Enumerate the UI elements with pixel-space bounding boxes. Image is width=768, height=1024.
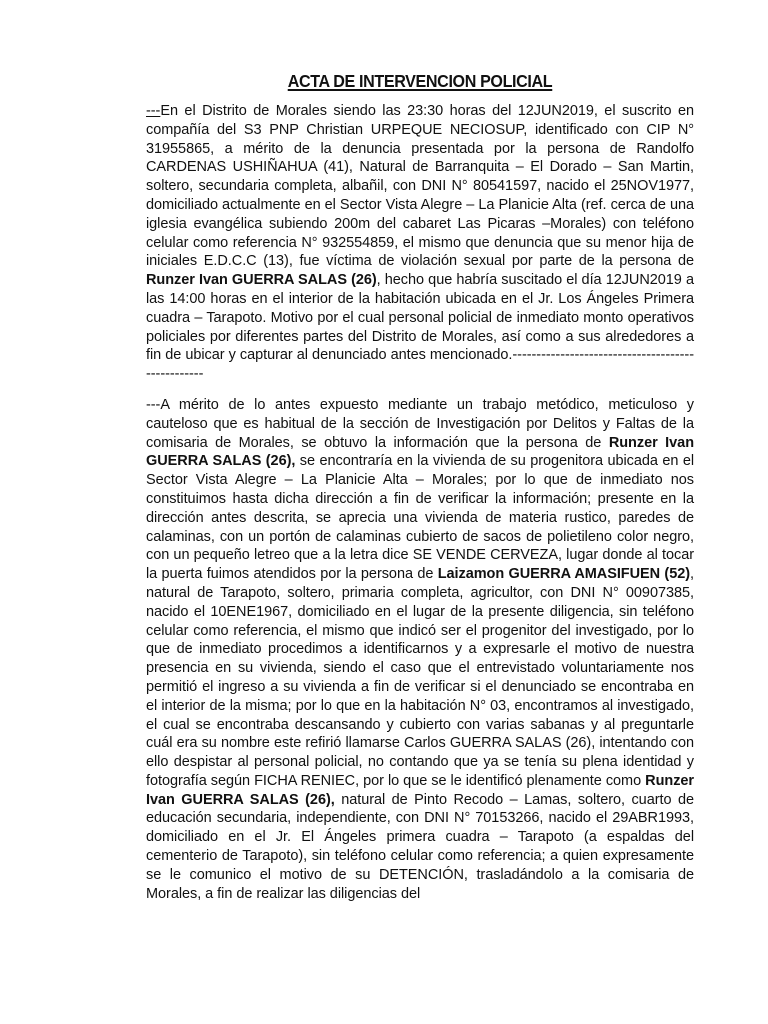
paragraph-1-text-2: , hecho que habría suscitado el día 12JUN2019 a las 14:00 horas en el interior de la habitación ubicada en el Jr. Los Ángeles Primera cuadra – Tarapoto. Motivo por el cual personal policial de inmediato monto operativos policiales por diferentes partes del Distrito de Morales, así como a sus alrededores a fin de ubicar y capturar al denunciado antes mencionado.-------------------------------------------------- [146, 272, 694, 383]
paragraph-2 [146, 396, 694, 904]
paragraph-2-bold-2: Laizamon GUERRA AMASIFUEN (52) [437, 566, 691, 583]
paragraph-1-bold-1: Runzer Ivan GUERRA SALAS (26) [146, 272, 377, 289]
paragraph-1-lead: --- [146, 103, 161, 119]
paragraph-2-text-4: natural de Pinto Recodo – Lamas, soltero, cuarto de educación secundaria, independiente, con DNI N° 70153266, nacido el 29ABR1993, domiciliado en el Jr. El Ángeles primera cuadra – Tarapoto (a espaldas del cementerio de Tarapoto), sin teléfono celular como referencia; a quien expresamente se le comunico el motivo de su DETENCIÓN, trasladándolo a la comisaria de Morales, a fin de realizar las diligencias del [146, 791, 694, 902]
paragraph-2-text-3: , natural de Tarapoto, soltero, primaria completa, agricultor, con DNI N° 00907385, nacido el 10ENE1967, domiciliado en el lugar de la presente diligencia, sin teléfono celular como referencia, el mismo que indicó ser el progenitor del investigado, por lo que de inmediato procedimos a identificarnos y a expresarle el motivo de nuestra presencia en su vivienda, siendo el caso que el entrevistado voluntariamente nos permitió el ingreso a su vivienda a fin de verificar si el denunciado se encontraba en el interior de la misma; por lo que en la habitación N° 03, encontramos al investigado, el cual se encontraba descansando y cubierto con varias sabanas y al preguntarle cuál era su nombre este refirió llamarse Carlos GUERRA SALAS (26), intentando con ello despistar al personal policial, no contando que ya se tenía su plena identidad y fotografía según FICHA RENIEC, por lo que se le identificó plenamente como [146, 566, 694, 789]
paragraph-1 [146, 102, 694, 384]
document-body [146, 102, 694, 915]
paragraph-2-text-2: se encontraría en la vivienda de su progenitora ubicada en el Sector Vista Alegre – La Planicie Alta – Morales; por lo que de inmediato nos constituimos hasta dicha dirección a fin de verificar la información; presente en la dirección antes descrita, se aprecia una vivienda de materia rustico, paredes de calaminas, con un portón de calaminas cubierto de sacos de polietileno color negro, con un pequeño letreo que a la letra dice SE VENDE CERVEZA, lugar donde al tocar la puerta fuimos atendidos por la persona de [146, 453, 695, 583]
paragraph-2-text-1: ---A mérito de lo antes expuesto mediante un trabajo metódico, meticuloso y cauteloso que es habitual de la sección de Investigación por Delitos y Faltas de la comisaria de Morales, se obtuvo la información que la persona de [146, 396, 694, 451]
paragraph-2-bold-3: Runzer Ivan GUERRA SALAS (26), [146, 772, 694, 808]
paragraph-2-bold-1: Runzer Ivan GUERRA SALAS (26), [146, 434, 694, 470]
document-title: ACTA DE INTERVENCION POLICIAL [287, 71, 553, 91]
paragraph-1-text-1: En el Distrito de Morales siendo las 23:30 horas del 12JUN2019, el suscrito en compañía del S3 PNP Christian URPEQUE NECIOSUP, identificado con CIP N° 31955865, a mérito de la denuncia presentada por la persona de Randolfo CARDENAS USHIÑAHUA (41), Natural de Barranquita – El Dorado – San Martin, soltero, secundaria completa, albañil, con DNI N° 80541597, nacido el 25NOV1977, domiciliado actualmente en el Sector Vista Alegre – La Planicie Alta (ref. cerca de una iglesia evangélica subiendo 200m del cabaret Las Picaras –Morales) con teléfono celular como referencia N° 932554859, el mismo que denuncia que su menor hija de iniciales E.D.C.C (13), fue víctima de violación sexual por parte de la persona de [146, 103, 694, 270]
